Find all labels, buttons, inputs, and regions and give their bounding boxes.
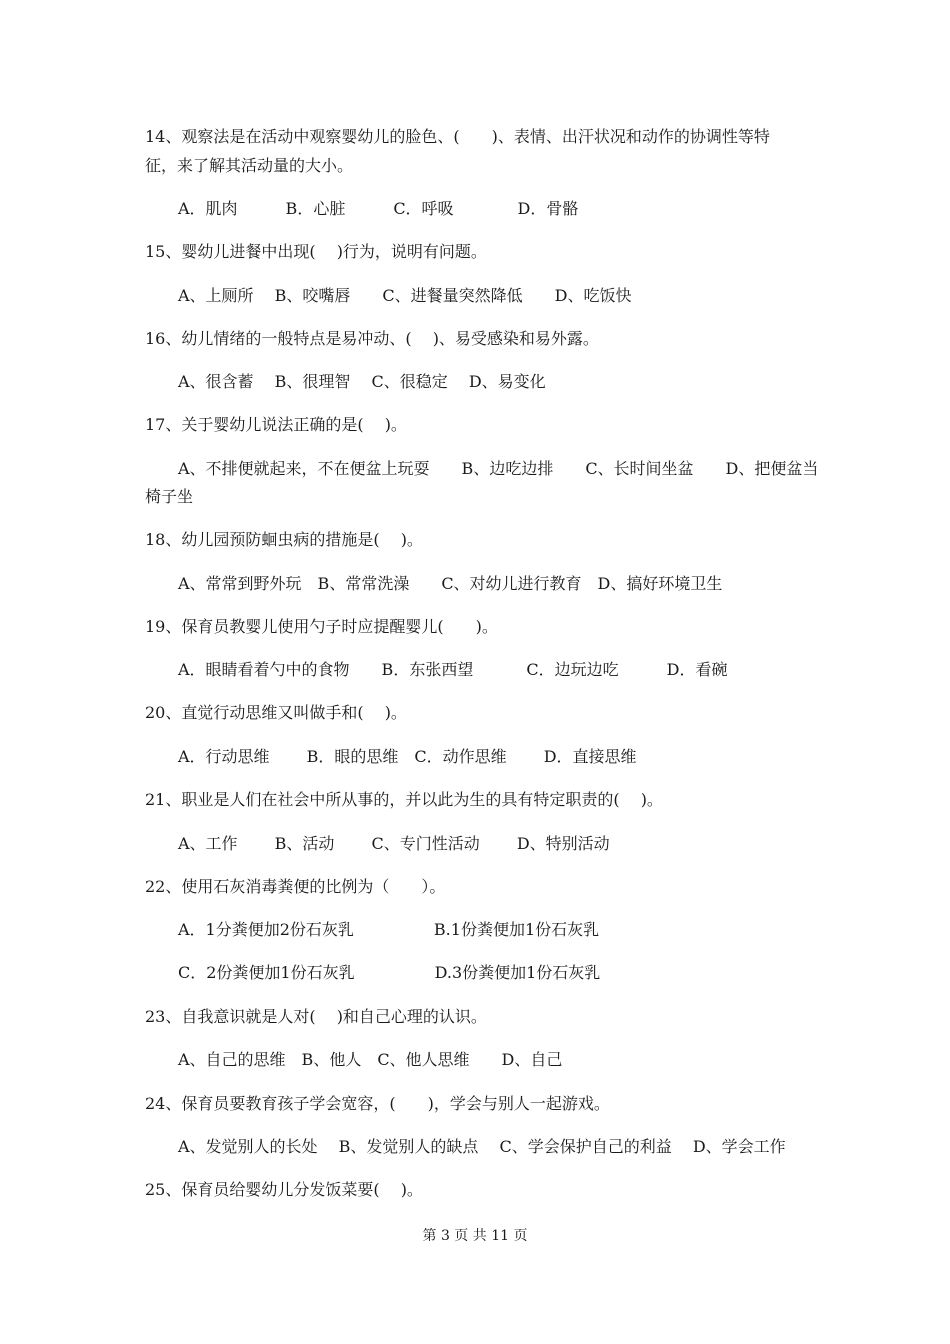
question-17-stem: 17、关于婴幼儿说法正确的是( )。 [145,415,407,434]
question-20-options: A．行动思维 B．眼的思维 C．动作思维 D．直接思维 [178,747,637,766]
page-number-label: 第 3 页 共 11 页 [422,1228,528,1244]
question-17-options-cont: 椅子坐 [145,487,194,506]
question-14-options: A．肌肉 B．心脏 C．呼吸 D．骨骼 [178,199,579,218]
question-20-stem: 20、直觉行动思维又叫做手和( )。 [145,703,407,722]
question-22-stem: 22、使用石灰消毒粪便的比例为（ ）。 [145,877,446,896]
question-15-stem: 15、婴幼儿进餐中出现( )行为，说明有问题。 [145,242,487,261]
question-22-options-line2: C．2份粪便加1份石灰乳 D.3份粪便加1份石灰乳 [178,963,601,982]
question-22-options: A．1分粪便加2份石灰乳 B.1份粪便加1份石灰乳 [178,920,600,939]
question-16-options: A、很含蓄 B、很理智 C、很稳定 D、易变化 [178,372,546,391]
question-17-options: A、不排便就起来，不在便盆上玩耍 B、边吃边排 C、长时间坐盆 D、把便盆当 [178,459,819,478]
question-24-options: A、发觉别人的长处 B、发觉别人的缺点 C、学会保护自己的利益 D、学会工作 [178,1137,786,1156]
question-14-stem: 14、观察法是在活动中观察婴幼儿的脸色、( )、表情、出汗状况和动作的协调性等特 [145,127,770,146]
question-19-stem: 19、保育员教婴儿使用勺子时应提醒婴儿( )。 [145,617,498,636]
question-21-options: A、工作 B、活动 C、专门性活动 D、特别活动 [178,834,610,853]
question-24-stem: 24、保育员要教育孩子学会宽容，( )，学会与别人一起游戏。 [145,1094,610,1113]
question-14-stem-cont: 征，来了解其活动量的大小。 [145,156,354,175]
question-19-options: A．眼睛看着勺中的食物 B．东张西望 C．边玩边吃 D．看碗 [178,660,728,679]
question-23-stem: 23、自我意识就是人对( )和自己心理的认识。 [145,1007,487,1026]
question-21-stem: 21、职业是人们在社会中所从事的，并以此为生的具有特定职责的( )。 [145,790,663,809]
page-footer [0,1227,950,1245]
question-18-stem: 18、幼儿园预防蛔虫病的措施是( )。 [145,530,423,549]
question-16-stem: 16、幼儿情绪的一般特点是易冲动、( )、易受感染和易外露。 [145,329,599,348]
question-23-options: A、自己的思维 B、他人 C、他人思维 D、自己 [178,1050,563,1069]
question-18-options: A、常常到野外玩 B、常常洗澡 C、对幼儿进行教育 D、搞好环境卫生 [178,574,723,593]
question-25-stem: 25、保育员给婴幼儿分发饭菜要( )。 [145,1180,423,1199]
question-15-options: A、上厕所 B、咬嘴唇 C、进餐量突然降低 D、吃饭快 [178,286,632,305]
